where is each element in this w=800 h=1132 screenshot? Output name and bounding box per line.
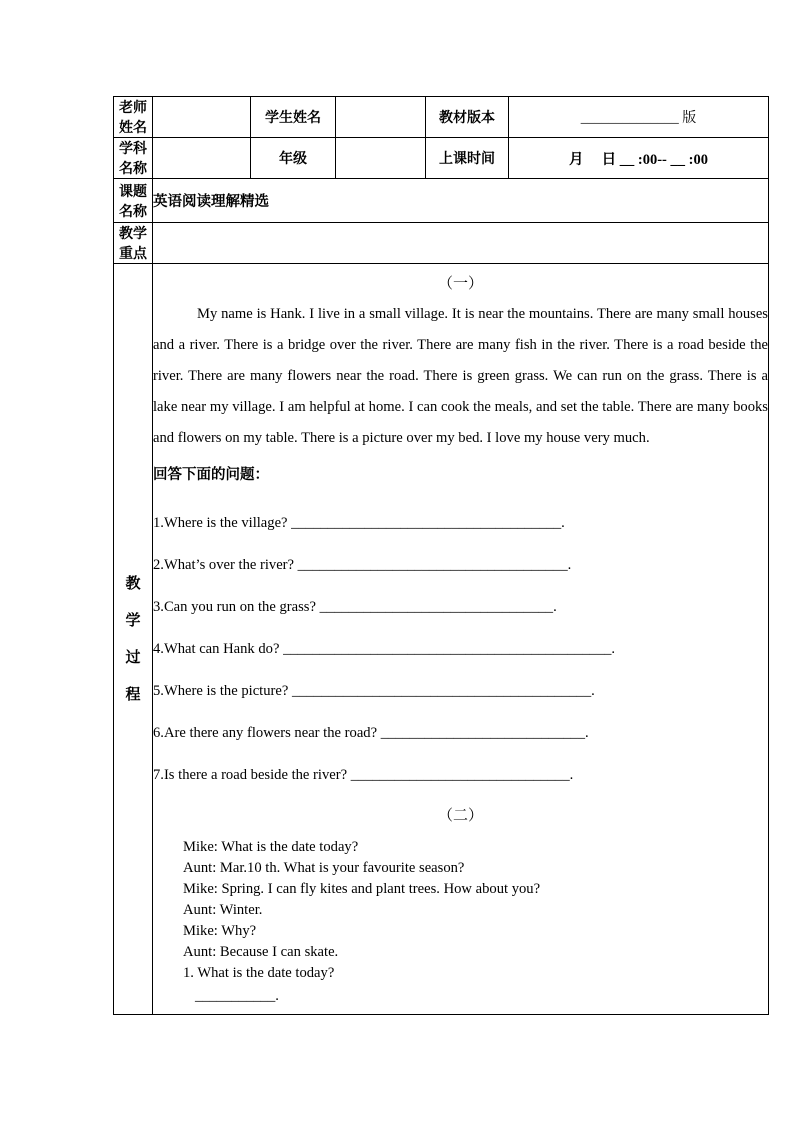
subject-name-input-cell[interactable] bbox=[153, 138, 251, 179]
questions-instruction: 回答下面的问题： bbox=[153, 467, 269, 483]
topic-name-value: 英语阅读理解精选 bbox=[153, 194, 269, 210]
topic-name-cell bbox=[153, 179, 769, 223]
question-line-6[interactable]: 6.Are there any flowers near the road? ____________________________. bbox=[153, 725, 589, 741]
class-time-value[interactable]: 月 日 __ :00-- __ :00 bbox=[569, 151, 708, 168]
table-row bbox=[114, 264, 769, 1015]
dialogue-line: Mike: Why? bbox=[183, 923, 257, 939]
teaching-focus-cell[interactable] bbox=[153, 223, 769, 264]
answer-blank-line[interactable]: ___________. bbox=[195, 988, 279, 1004]
student-name-label: 学生姓名 bbox=[251, 97, 336, 138]
question-line-5[interactable]: 5.Where is the picture? _________________________________________. bbox=[153, 683, 595, 699]
teacher-name-input-cell[interactable] bbox=[153, 97, 251, 138]
dialogue-block bbox=[183, 837, 768, 984]
question-line-2[interactable]: 2.What’s over the river? _____________________________________. bbox=[153, 557, 572, 573]
lesson-info-table bbox=[113, 96, 769, 1015]
student-name-input-cell[interactable] bbox=[336, 97, 426, 138]
subject-name-label: 学科名称 bbox=[114, 138, 153, 179]
table-row bbox=[114, 138, 769, 179]
textbook-version-blank[interactable]: ______________ bbox=[580, 111, 679, 126]
class-time-label: 上课时间 bbox=[426, 138, 509, 179]
textbook-version-cell bbox=[509, 97, 769, 138]
dialogue-line: Aunt: Mar.10 th. What is your favourite season? bbox=[183, 860, 465, 876]
section-two-heading: （二） bbox=[437, 808, 483, 824]
grade-input-cell[interactable] bbox=[336, 138, 426, 179]
table-row bbox=[114, 97, 769, 138]
table-row bbox=[114, 179, 769, 223]
question-line-1[interactable]: 1.Where is the village? _____________________________________. bbox=[153, 515, 565, 531]
textbook-version-label: 教材版本 bbox=[426, 97, 509, 138]
dialogue-line: Aunt: Because I can skate. bbox=[183, 944, 339, 960]
teaching-process-char: 过 bbox=[125, 649, 141, 666]
teaching-process-char: 学 bbox=[125, 612, 141, 629]
section-one-heading: （一） bbox=[437, 276, 483, 292]
teaching-process-char: 程 bbox=[125, 686, 141, 703]
question-line-7[interactable]: 7.Is there a road beside the river? ______________________________. bbox=[153, 767, 574, 783]
table-row bbox=[114, 223, 769, 264]
dialogue-line: Aunt: Winter. bbox=[183, 902, 263, 918]
question-line-3[interactable]: 3.Can you run on the grass? ________________________________. bbox=[153, 599, 557, 615]
dialogue-line: Mike: Spring. I can fly kites and plant trees. How about you? bbox=[183, 881, 541, 897]
teaching-process-label bbox=[114, 264, 153, 1015]
class-time-cell bbox=[509, 138, 769, 179]
grade-label: 年级 bbox=[251, 138, 336, 179]
teaching-focus-label: 教学重点 bbox=[114, 223, 153, 264]
teacher-name-label: 老师姓名 bbox=[114, 97, 153, 138]
dialogue-question-line: 1. What is the date today? bbox=[183, 965, 335, 981]
reading-passage: My name is Hank. I live in a small village. It is near the mountains. There are many small houses and a river. There is a bridge over the river. There are many fish in the river. There is a road beside the river. There are many flowers near the road. There is green grass. We can run on the grass. There is a lake near my village. I am helpful at home. I can cook the meals, and set the table. There are many books and flowers on my table. There is a picture over my bed. I love my house very much. bbox=[153, 306, 768, 446]
teaching-process-char: 教 bbox=[125, 575, 141, 592]
dialogue-line: Mike: What is the date today? bbox=[183, 839, 359, 855]
question-line-4[interactable]: 4.What can Hank do? _____________________________________________. bbox=[153, 641, 616, 657]
topic-name-label: 课题名称 bbox=[114, 179, 153, 223]
teaching-process-content bbox=[153, 264, 769, 1015]
textbook-version-suffix: 版 bbox=[682, 109, 697, 125]
